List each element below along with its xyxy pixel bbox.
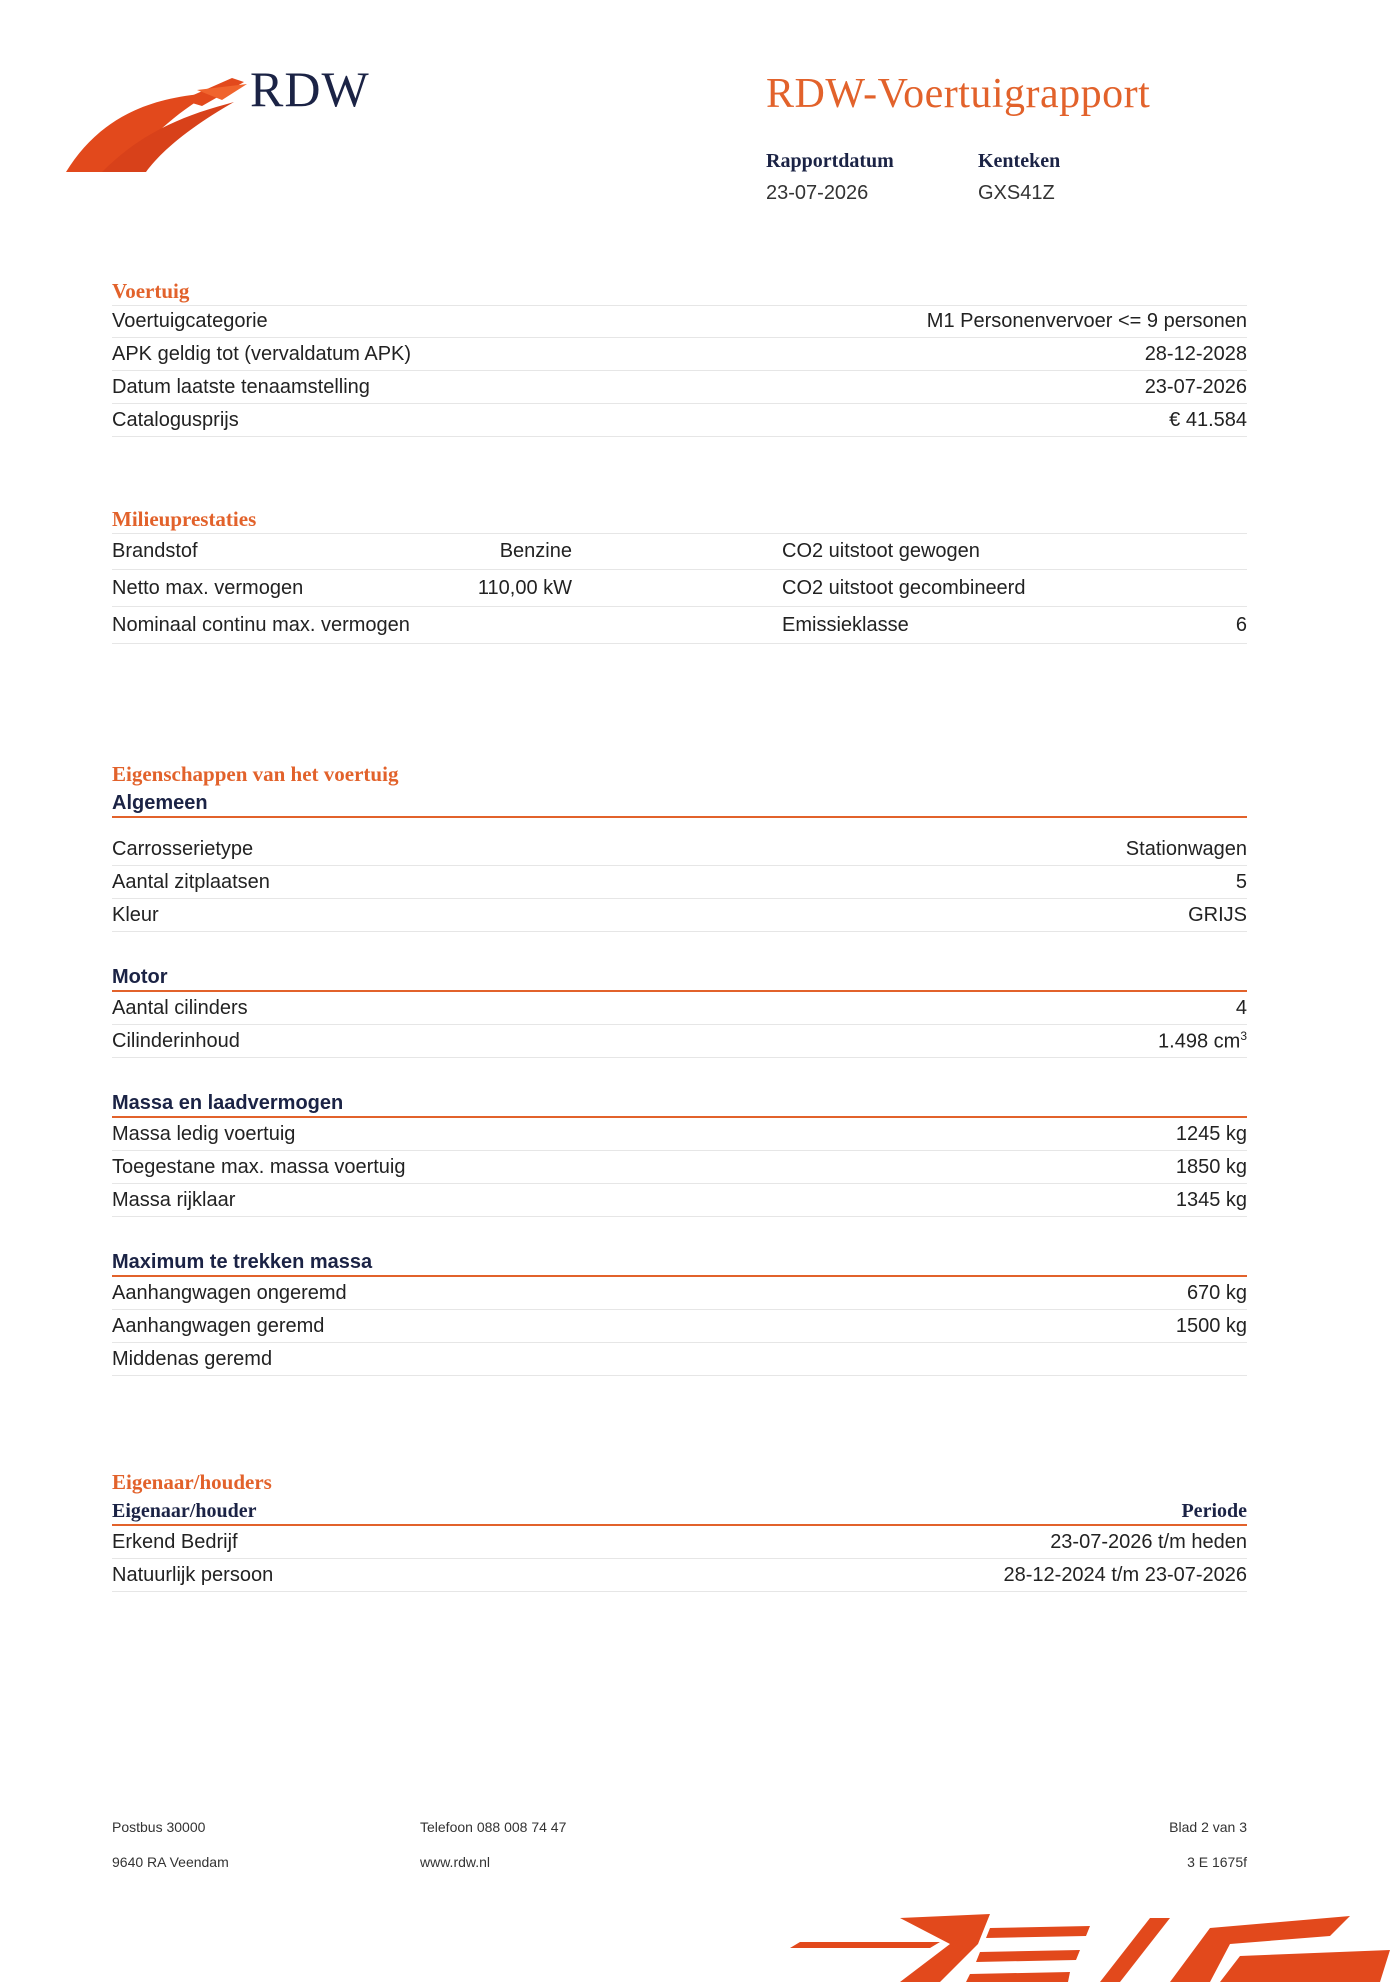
row-value: 23-07-2026 (1144, 375, 1247, 398)
row-value: 1850 kg (1175, 1155, 1247, 1178)
row-value: 4 (1235, 996, 1247, 1019)
row-label: Kleur (112, 903, 159, 926)
table-row (112, 1151, 1247, 1184)
table-row (112, 1184, 1247, 1217)
row-label: CO2 uitstoot gewogen (782, 540, 980, 562)
eigenaar-table-header (112, 1496, 1247, 1526)
unit-superscript: 3 (1240, 1028, 1247, 1043)
row-value: 1345 kg (1175, 1188, 1247, 1211)
table-row (112, 1118, 1247, 1151)
row-value: € 41.584 (1169, 408, 1247, 431)
row-label: Toegestane max. massa voertuig (112, 1155, 406, 1178)
row-label: Aantal cilinders (112, 996, 248, 1019)
footer-page-number: Blad 2 van 3 (1169, 1819, 1247, 1835)
eigenschappen-section (112, 760, 1247, 1376)
row-value: 6 (1235, 613, 1247, 636)
row-value: 28-12-2028 (1144, 342, 1247, 365)
row-value: Stationwagen (1125, 837, 1247, 860)
subsection-title-trekken: Maximum te trekken massa (112, 1247, 1247, 1277)
row-label: Middenas geremd (112, 1347, 273, 1370)
subsection-title-motor: Motor (112, 962, 1247, 992)
row-label: Voertuigcategorie (112, 310, 268, 332)
row-value (1158, 1029, 1247, 1054)
section-title-milieu: Milieuprestaties (112, 507, 257, 531)
decorative-stripes-icon (790, 1908, 1400, 1982)
row-label: Carrosserietype (112, 837, 254, 860)
table-row (112, 1559, 1247, 1592)
footer-website[interactable]: www.rdw.nl (420, 1854, 491, 1870)
section-title-eigenaar: Eigenaar/houders (112, 1470, 272, 1494)
row-label: Datum laatste tenaamstelling (112, 375, 370, 398)
row-label: Brandstof (112, 540, 198, 562)
rapportdatum-value: 23-07-2026 (766, 182, 869, 204)
milieu-section (112, 505, 1247, 644)
footer-postbus: Postbus 30000 (112, 1819, 206, 1835)
row-value: 23-07-2026 t/m heden (1050, 1530, 1247, 1553)
row-value: 1500 kg (1175, 1314, 1247, 1337)
table-row (112, 1310, 1247, 1343)
footer-plaats: 9640 RA Veendam (112, 1854, 229, 1870)
kenteken-value: GXS41Z (978, 182, 1055, 204)
rapportdatum-label: Rapportdatum (766, 150, 894, 172)
table-row (112, 1526, 1247, 1559)
rapportdatum-block (766, 150, 894, 205)
subsection-title-massa: Massa en laadvermogen (112, 1088, 1247, 1118)
section-title-eigenschappen: Eigenschappen van het voertuig (112, 762, 399, 786)
kenteken-label: Kenteken (978, 150, 1061, 172)
table-row (112, 1025, 1247, 1058)
row-label: Aanhangwagen ongeremd (112, 1281, 347, 1304)
row-label: Erkend Bedrijf (112, 1530, 238, 1553)
table-row (112, 607, 1247, 644)
table-row (112, 833, 1247, 866)
row-label: Nominaal continu max. vermogen (112, 613, 410, 636)
table-row (112, 992, 1247, 1025)
row-label: Cilinderinhoud (112, 1029, 240, 1052)
eigenaar-section (112, 1468, 1247, 1592)
row-label: Aantal zitplaatsen (112, 870, 270, 893)
column-header-periode: Periode (1181, 1500, 1247, 1522)
logo-text: RDW (250, 61, 370, 117)
table-row (112, 338, 1247, 371)
subsection-title-algemeen: Algemeen (112, 788, 1247, 818)
report-title: RDW-Voertuigrapport (766, 71, 1151, 117)
row-label: Aanhangwagen geremd (112, 1314, 325, 1337)
row-value: 5 (1235, 870, 1247, 893)
row-label: Massa rijklaar (112, 1188, 236, 1211)
footer-document-code: 3 E 1675f (1187, 1854, 1247, 1870)
table-row (112, 1277, 1247, 1310)
row-label: Netto max. vermogen (112, 576, 304, 599)
table-row (112, 866, 1247, 899)
section-title-voertuig: Voertuig (112, 279, 190, 303)
footer-telefoon: Telefoon 088 008 74 47 (420, 1819, 567, 1835)
kenteken-block (978, 150, 1060, 205)
table-row (112, 570, 1247, 607)
table-row (112, 305, 1247, 338)
row-label: Natuurlijk persoon (112, 1563, 274, 1586)
table-row (112, 533, 1247, 570)
table-row (112, 899, 1247, 932)
table-row (112, 371, 1247, 404)
table-row (112, 404, 1247, 437)
row-label: CO2 uitstoot gecombineerd (782, 576, 1026, 599)
column-header-eigenaar: Eigenaar/houder (112, 1500, 257, 1522)
table-row (112, 1343, 1247, 1376)
row-label: Emissieklasse (782, 613, 909, 636)
row-value: Benzine (499, 540, 572, 562)
voertuig-section (112, 277, 1247, 437)
row-label: Catalogusprijs (112, 408, 239, 431)
row-label: APK geldig tot (vervaldatum APK) (112, 342, 412, 365)
row-value: GRIJS (1188, 903, 1247, 926)
row-label: Massa ledig voertuig (112, 1122, 296, 1145)
row-value: 110,00 kW (477, 576, 572, 599)
row-value: M1 Personenvervoer <= 9 personen (926, 310, 1247, 332)
row-value: 28-12-2024 t/m 23-07-2026 (1003, 1563, 1247, 1586)
cilinderinhoud-value: 1.498 cm (1158, 1030, 1241, 1053)
row-value: 670 kg (1186, 1281, 1247, 1304)
row-value: 1245 kg (1175, 1122, 1247, 1145)
